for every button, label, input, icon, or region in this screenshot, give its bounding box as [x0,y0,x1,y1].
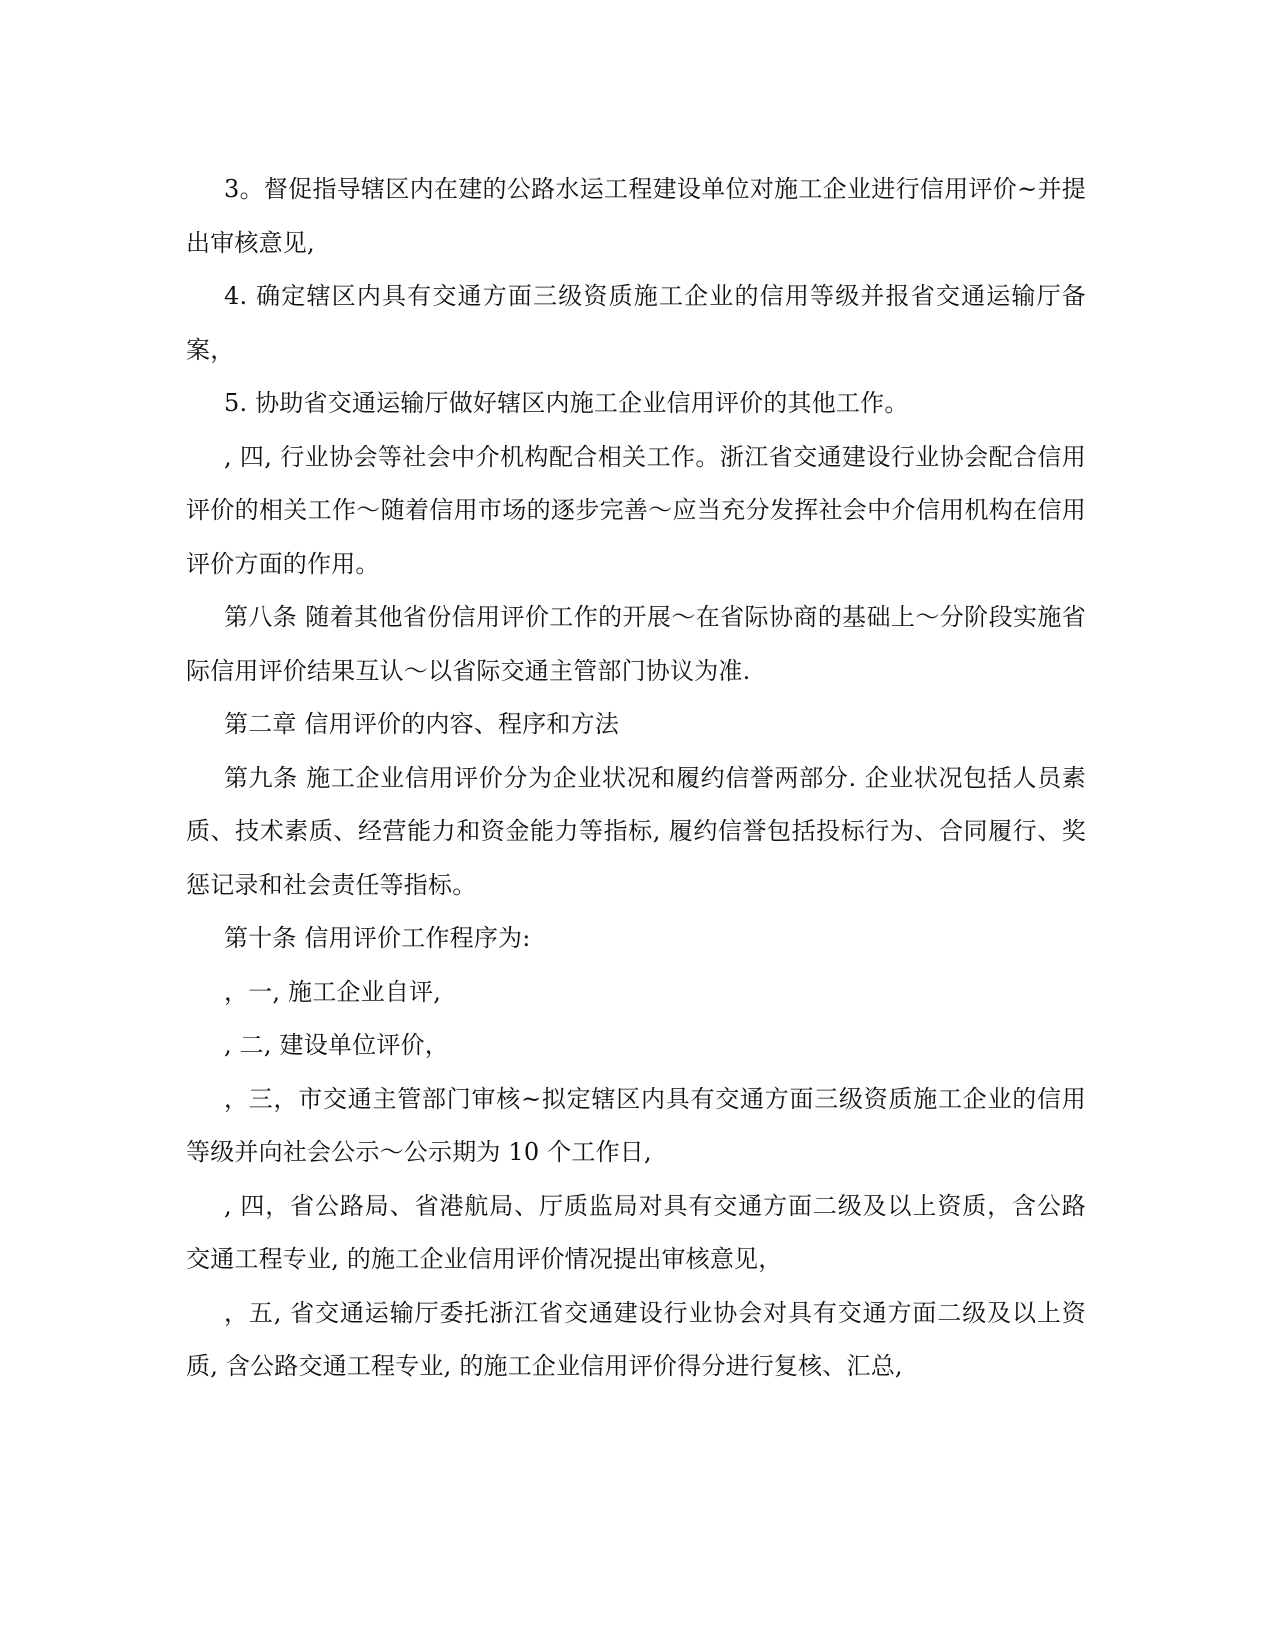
paragraph-item-4: 4. 确定辖区内具有交通方面三级资质施工企业的信用等级并报省交通运输厅备案， [186,282,1086,364]
paragraph-article-8: 第八条 随着其他省份信用评价工作的开展～在省际协商的基础上～分阶段实施省际信用评价结果互认～以省际交通主管部门协议为准. [186,603,1086,685]
procedure-step-2: , 二, 建设单位评价， [224,1031,449,1059]
document-body [186,163,1086,1394]
paragraph-article-9: 第九条 施工企业信用评价分为企业状况和履约信誉两部分. 企业状况包括人员素质、技术素质、经营能力和资金能力等指标, 履约信誉包括投标行为、合同履行、奖惩记录和社会责任等指标。 [186,763,1086,899]
paragraph-item-5: 5. 协助省交通运输厅做好辖区内施工企业信用评价的其他工作。 [224,389,909,417]
procedure-step-1: ，一, 施工企业自评, [224,977,442,1006]
procedure-step-5: ，五, 省交通运输厅委托浙江省交通建设行业协会对具有交通方面二级及以上资质, 含公路交通工程专业, 的施工企业信用评价得分进行复核、汇总, [186,1298,1086,1380]
paragraph-item-3: 3。督促指导辖区内在建的公路水运工程建设单位对施工企业进行信用评价~并提出审核意见, [186,175,1086,257]
procedure-step-3: ，三，市交通主管部门审核~拟定辖区内具有交通方面三级资质施工企业的信用等级并向社会公示～公示期为 10 个工作日, [186,1084,1086,1166]
procedure-step-4: , 四，省公路局、省港航局、厅质监局对具有交通方面二级及以上资质，含公路交通工程专业, 的施工企业信用评价情况提出审核意见， [186,1191,1086,1273]
paragraph-section-4: , 四, 行业协会等社会中介机构配合相关工作。浙江省交通建设行业协会配合信用评价的相关工作～随着信用市场的逐步完善～应当充分发挥社会中介信用机构在信用评价方面的作用。 [186,442,1086,578]
paragraph-article-10: 第十条 信用评价工作程序为: [224,924,531,952]
chapter-heading-2: 第二章 信用评价的内容、程序和方法 [224,710,620,738]
